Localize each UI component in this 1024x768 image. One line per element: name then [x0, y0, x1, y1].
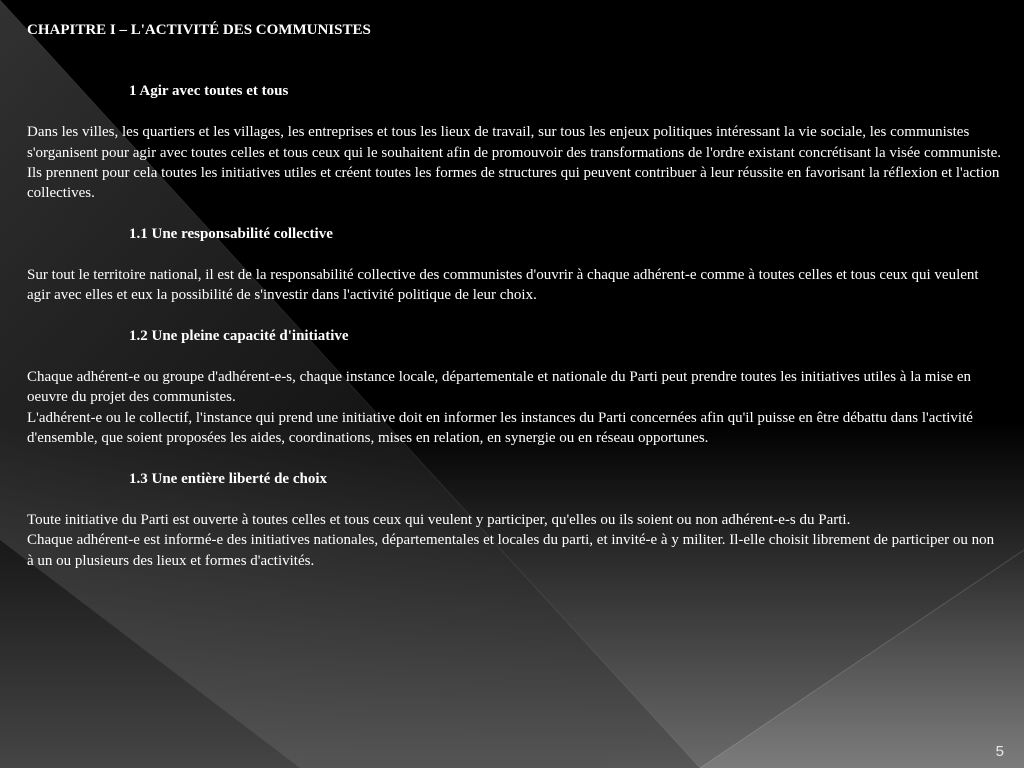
section-heading-1-2: 1.2 Une pleine capacité d'initiative [129, 328, 349, 345]
page-number: 5 [995, 743, 1004, 760]
slide-content [27, 20, 1002, 571]
section-heading-1-1: 1.1 Une responsabilité collective [129, 226, 333, 243]
section-1-2-paragraph-2: L'adhérent-e ou le collectif, l'instance qui prend une initiative doit en informer les instances du Parti concernées afin qu'il puisse en être débattu dans l'activité d'ensemble, que soient proposées les aides, coordinations, mises en relation, en synergie ou en réseau opportunes. [27, 409, 973, 447]
section-1-1-paragraph: Sur tout le territoire national, il est de la responsabilité collective des communistes d'ouvrir à chaque adhérent-e comme à toutes celles et tous ceux qui veulent agir avec elles et eux la possibilité de s'investir dans l'activité politique de leur choix. [27, 267, 979, 304]
section-1-3-paragraph-1: Toute initiative du Parti est ouverte à toutes celles et tous ceux qui veulent y participer, qu'elles ou ils soient ou non adhérent-e-s du Parti. [27, 511, 851, 528]
section-1-paragraph: Dans les villes, les quartiers et les villages, les entreprises et tous les lieux de travail, sur tous les enjeux politiques intéressant la vie sociale, les communistes s'organisent pour agir avec toutes celles et tous ceux qui le souhaitent afin de promouvoir des transformations de l'ordre existant concrétisant la visée communiste. Ils prennent pour cela toutes les initiatives utiles et créent toutes les formes de structures qui peuvent contribuer à leur réussite en favorisant la réflexion et l'action collectives. [27, 124, 1002, 202]
chapter-title: CHAPITRE I – L'ACTIVITÉ DES COMMUNISTES [27, 22, 371, 38]
section-1-3-paragraph-2: Chaque adhérent-e est informé-e des initiatives nationales, départementales et locales du parti, et invité-e à y militer. Il-elle choisit librement de participer ou non à un ou plusieurs des lieux et formes d'activités. [27, 532, 995, 569]
section-heading-1-3: 1.3 Une entière liberté de choix [129, 471, 328, 488]
section-heading-1: 1 Agir avec toutes et tous [129, 83, 289, 100]
section-1-2-paragraph-1: Chaque adhérent-e ou groupe d'adhérent-e-s, chaque instance locale, départementale et nationale du Parti peut prendre toutes les initiatives utiles à la mise en oeuvre du projet des communistes. [27, 369, 972, 406]
